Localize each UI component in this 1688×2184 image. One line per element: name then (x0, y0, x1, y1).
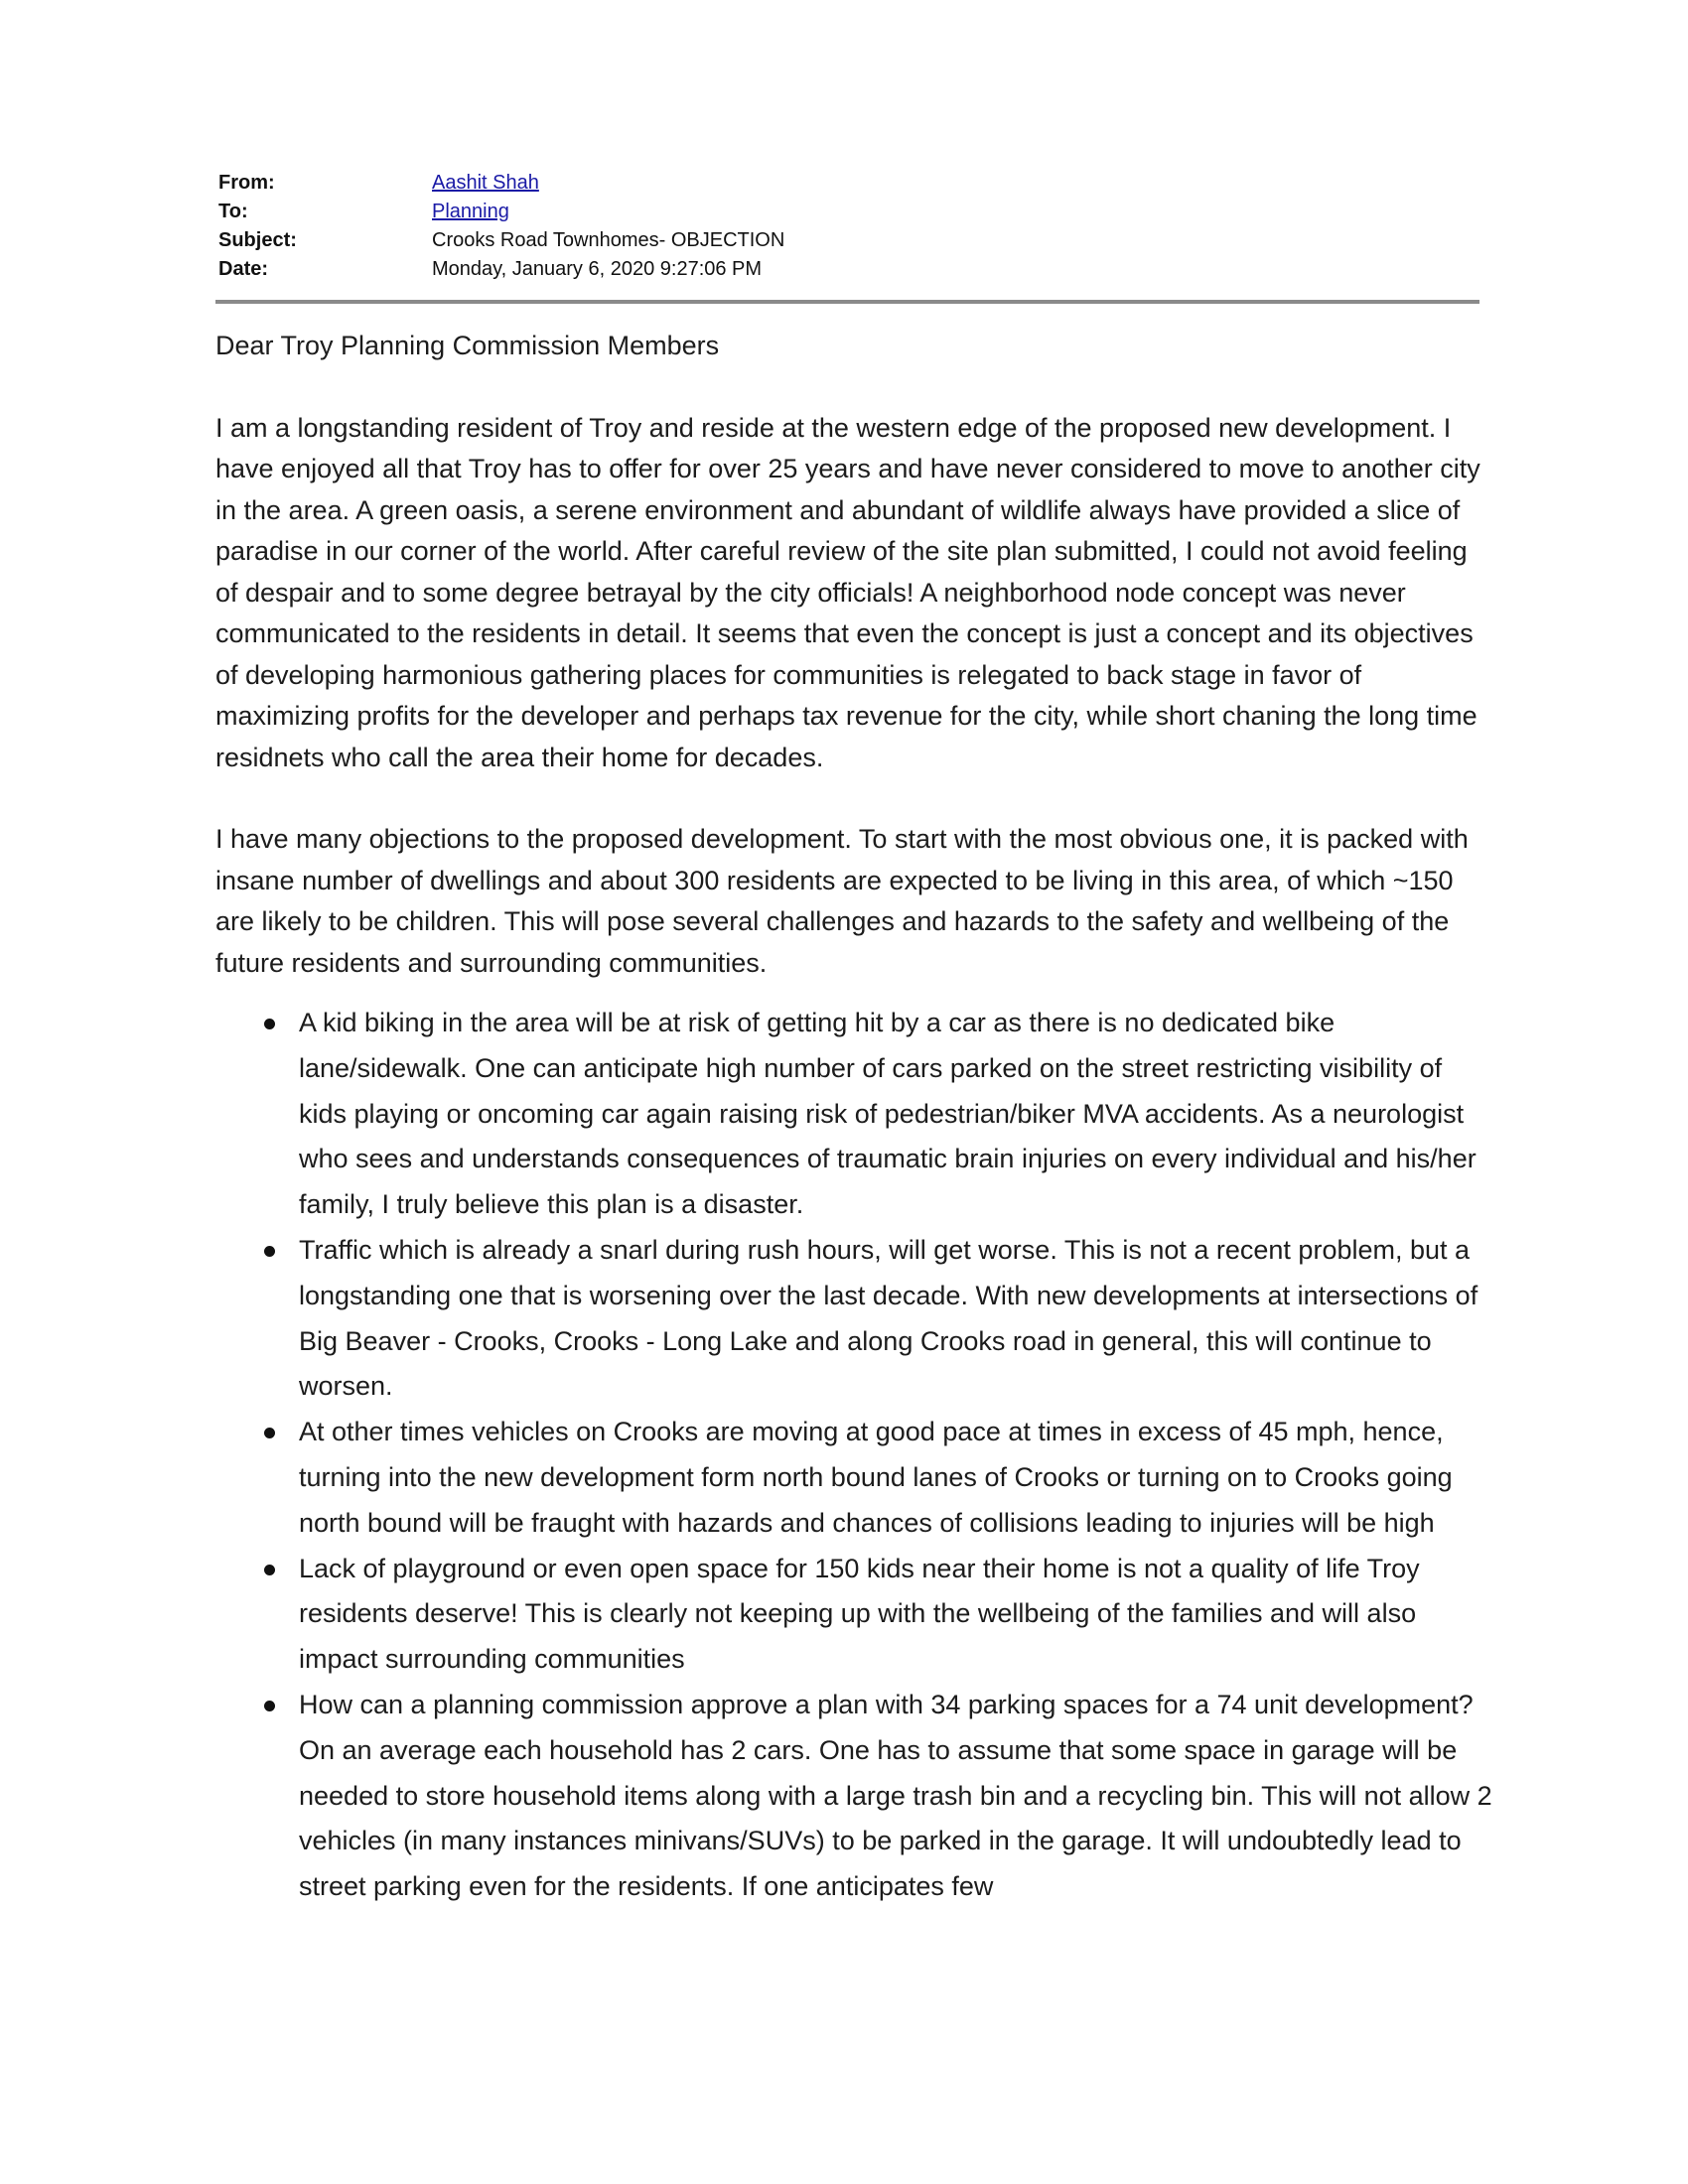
list-item-text: A kid biking in the area will be at risk of getting hit by a car as there is no dedicated bike lane/sidewalk. One can anticipate high number of cars parked on the street restricting visibility of kids playing or oncoming car again raising risk of pedestrian/biker MVA accidents. As a neurologist who sees and understands consequences of traumatic brain injuries on every individual and his/her family, I truly believe this plan is a disaster. (299, 1008, 1477, 1220)
bullet-dot-icon (264, 1246, 275, 1257)
body-paragraph: I have many objections to the proposed development. To start with the most obvious one, it is packed with insane number of dwellings and about 300 residents are expected to be living in this area, of which ~150 are likely to be children. This will pose several challenges and hazards to the safety and wellbeing of the future residents and surrounding communities. (215, 824, 1469, 978)
body-paragraph: I am a longstanding resident of Troy and reside at the western edge of the proposed new development. I have enjoyed all that Troy has to offer for over 25 years and have never considered to move to another city in the area. A green oasis, a serene environment and abundant of wildlife always have provided a slice of paradise in our corner of the world. After careful review of the site plan submitted, I could not avoid feeling of despair and to some degree betrayal by the city officials! A neighborhood node concept was never communicated to the residents in detail. It seems that even the concept is just a concept and its objectives of developing harmonious gathering places for communities is relegated to back stage in favor of maximizing profits for the developer and perhaps tax revenue for the city, while short chaning the long time residnets who call the area their home for decades. (215, 412, 1480, 772)
list-item-text: At other times vehicles on Crooks are moving at good pace at times in excess of 45 mph, hence, turning into the new development form north bound lanes of Crooks or turning on to Crooks going north bound will be fraught with hazards and chances of collisions leading to injuries will be high (299, 1417, 1453, 1538)
bullet-dot-icon (264, 1565, 275, 1575)
date-value: Monday, January 6, 2020 9:27:06 PM (432, 258, 763, 280)
header-divider (215, 300, 1479, 304)
date-row (218, 255, 1479, 284)
bullet-dot-icon (264, 1019, 275, 1029)
from-sender-link[interactable]: Aashit Shah (432, 172, 539, 194)
email-body (215, 326, 1496, 1910)
from-label: From: (218, 172, 275, 194)
list-item (215, 1410, 1496, 1546)
from-row (218, 169, 1479, 198)
to-recipient-link[interactable]: Planning (432, 201, 509, 222)
objection-list (215, 1001, 1496, 1910)
list-item-text: Traffic which is already a snarl during rush hours, will get worse. This is not a recent problem, but a longstanding one that is worsening over the last decade. With new developments at intersections of Big Beaver - Crooks, Crooks - Long Lake and along Crooks road in general, this will continue to worsen. (299, 1234, 1478, 1402)
subject-value: Crooks Road Townhomes- OBJECTION (432, 229, 785, 251)
list-item (215, 1228, 1496, 1410)
bullet-dot-icon (264, 1701, 275, 1711)
subject-row (218, 226, 1479, 255)
list-item (215, 1001, 1496, 1228)
subject-label: Subject: (218, 229, 297, 251)
list-item (215, 1547, 1496, 1683)
email-header (218, 169, 1479, 284)
list-item (215, 1683, 1496, 1910)
date-label: Date: (218, 258, 269, 280)
list-item-text: How can a planning commission approve a plan with 34 parking spaces for a 74 unit development? On an average each household has 2 cars. One has to assume that some space in garage will be needed to store household items along with a large trash bin and a recycling bin. This will not allow 2 vehicles (in many instances minivans/SUVs) to be parked in the garage. It will undoubtedly lead to street parking even for the residents. If one anticipates few (299, 1689, 1492, 1902)
to-label: To: (218, 201, 248, 222)
list-item-text: Lack of playground or even open space for 150 kids near their home is not a quality of life Troy residents deserve! This is clearly not keeping up with the wellbeing of the families and will also impact surrounding communities (299, 1553, 1420, 1675)
bullet-dot-icon (264, 1428, 275, 1438)
salutation: Dear Troy Planning Commission Members (215, 331, 720, 360)
to-row (218, 198, 1479, 226)
